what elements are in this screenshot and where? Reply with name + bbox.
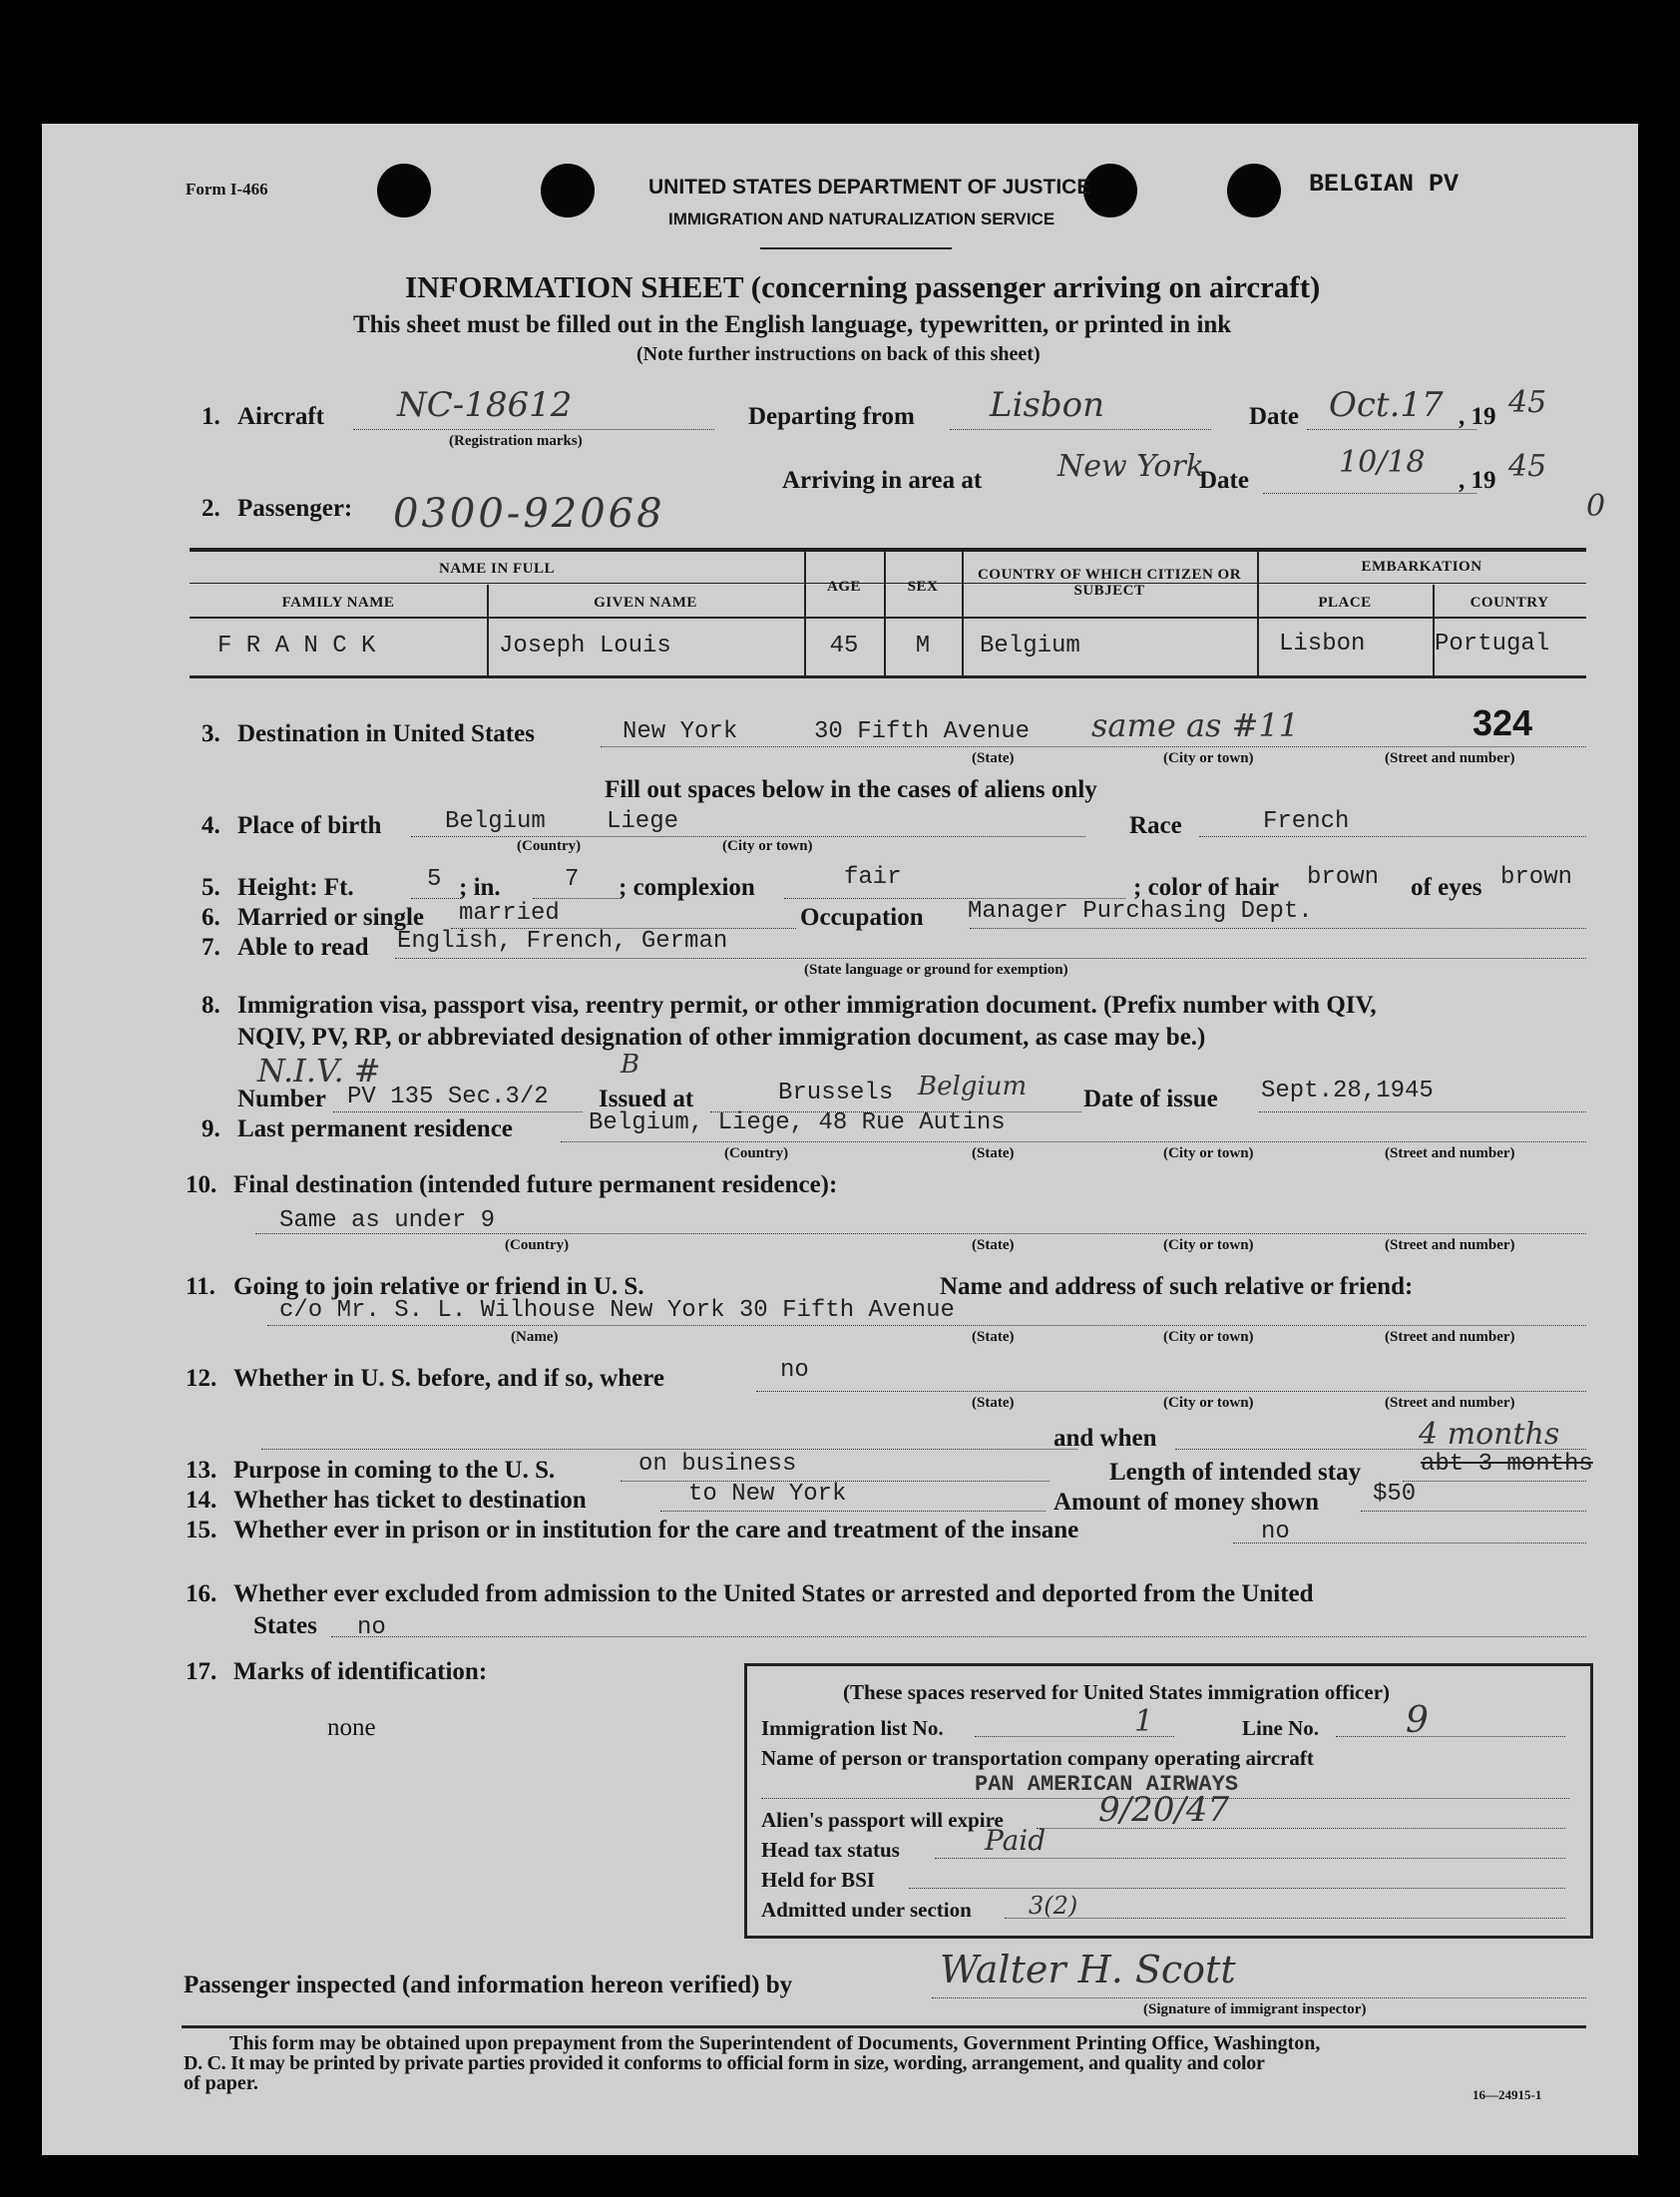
marital-value: married — [459, 900, 560, 927]
footer-rule — [182, 2025, 1586, 2028]
header-divider — [760, 247, 952, 249]
footer-line-2: D. C. It may be printed by private parties provided it conforms to official form in size, wording, arrangement, and quality and color — [184, 2052, 1265, 2074]
stay-label: Length of intended stay — [1109, 1459, 1362, 1486]
line-no-label: Line No. — [1242, 1716, 1320, 1740]
caption-state: (State) — [972, 1145, 1015, 1161]
money-value: $50 — [1373, 1481, 1417, 1508]
hair-value: brown — [1307, 864, 1380, 891]
previous-us-line — [756, 1391, 1586, 1392]
punch-hole — [377, 164, 431, 218]
height-feet: 5 — [427, 866, 442, 893]
issued-at-hand: Belgium — [918, 1072, 1028, 1101]
age-header: AGE — [826, 579, 861, 595]
departing-label: Departing from — [748, 403, 915, 430]
bsi-line — [909, 1888, 1565, 1889]
feet-line — [411, 898, 461, 899]
caption-street: (Street and number) — [1385, 1395, 1515, 1411]
date-line — [1307, 429, 1476, 430]
visa-number-label: Number — [237, 1086, 326, 1112]
tax-label: Head tax status — [761, 1838, 900, 1862]
destination-annotation: same as #11 — [1091, 706, 1300, 744]
race-value: French — [1263, 808, 1350, 835]
item-number: 16. — [186, 1580, 217, 1607]
sheet-title: INFORMATION SHEET (concerning passenger arriving on aircraft) — [405, 269, 1321, 304]
line-no-value: 9 — [1406, 1700, 1429, 1741]
caption-street: (Street and number) — [1385, 1329, 1515, 1345]
year-prefix: , 19 — [1459, 403, 1496, 430]
tax-line — [935, 1858, 1565, 1859]
read-label: Able to read — [237, 934, 369, 961]
stay-hand: 4 months — [1419, 1417, 1560, 1452]
passport-label: Alien's passport will expire — [761, 1808, 1004, 1832]
purpose-label: Purpose in coming to the U. S. — [233, 1457, 556, 1484]
item-number: 1. — [202, 403, 220, 430]
item-number: 14. — [186, 1487, 217, 1514]
caption-street: (Street and number) — [1385, 1237, 1515, 1253]
item-number: 4. — [202, 812, 220, 839]
date-label: Date — [1249, 403, 1299, 430]
embark-country-header: COUNTRY — [1470, 595, 1549, 611]
caption-city: (City or town) — [1163, 1395, 1254, 1411]
read-line — [395, 958, 1586, 959]
given-name-value: Joseph Louis — [499, 633, 671, 659]
join-name-label: Name and address of such relative or friend: — [940, 1273, 1414, 1300]
issued-at-value: Brussels — [778, 1080, 894, 1106]
inches-label: ; in. — [459, 874, 501, 901]
money-label: Amount of money shown — [1053, 1489, 1320, 1516]
birth-city: Liege — [607, 808, 679, 835]
join-label: Going to join relative or friend in U. S. — [233, 1273, 644, 1300]
company-label: Name of person or transportation company operating aircraft — [761, 1746, 1314, 1770]
arriving-value: New York — [1057, 449, 1204, 484]
caption-country: (Country) — [505, 1237, 570, 1253]
caption-city: (City or town) — [1163, 1237, 1254, 1253]
stay-line — [1403, 1481, 1586, 1482]
item-number: 13. — [186, 1457, 217, 1484]
embark-country-value: Portugal — [1435, 631, 1550, 658]
visa-number-line — [333, 1111, 583, 1112]
stay-value: abt 3 months — [1421, 1451, 1593, 1478]
destination-state: New York — [623, 718, 738, 745]
passport-value: 9/20/47 — [1098, 1790, 1230, 1830]
hair-label: ; color of hair — [1133, 874, 1280, 901]
aircraft-caption: (Registration marks) — [449, 433, 583, 449]
aircraft-line — [353, 429, 714, 430]
aliens-heading: Fill out spaces below in the cases of aliens only — [605, 776, 1097, 803]
birth-country: Belgium — [445, 808, 546, 835]
inches-line — [533, 898, 619, 899]
residence-line — [561, 1141, 1586, 1142]
year-value: 45 — [1508, 385, 1547, 420]
passenger-value: 0300-92068 — [393, 491, 665, 537]
purpose-value: on business — [638, 1451, 797, 1478]
visa-hand-prefix: N.I.V. # — [257, 1052, 381, 1090]
excluded-value: no — [357, 1614, 386, 1641]
place-header: PLACE — [1318, 595, 1372, 611]
caption-city: (City or town) — [1163, 1329, 1254, 1345]
prison-value: no — [1261, 1519, 1290, 1545]
year2-prefix: , 19 — [1459, 467, 1496, 494]
caption-country: (Country) — [724, 1145, 789, 1161]
height-label: Height: Ft. — [237, 874, 354, 901]
family-name-header: FAMILY NAME — [281, 595, 395, 611]
sex-value: M — [915, 633, 931, 659]
item-number: 11. — [186, 1273, 215, 1300]
marital-label: Married or single — [237, 904, 424, 931]
instruction: This sheet must be filled out in the English language, typewritten, or printed in ink — [353, 311, 1232, 338]
residence-label: Last permanent residence — [237, 1115, 513, 1142]
destination-city: 30 Fifth Avenue — [814, 718, 1031, 745]
age-value: 45 — [829, 633, 859, 659]
residence-value: Belgium, Liege, 48 Rue Autins — [589, 1109, 1006, 1136]
line-no-line — [1336, 1736, 1565, 1737]
height-inches: 7 — [565, 866, 580, 893]
punch-hole — [1083, 164, 1137, 218]
caption-street: (Street and number) — [1385, 750, 1515, 766]
ticket-value: to New York — [688, 1481, 847, 1508]
company-value: PAN AMERICAN AIRWAYS — [975, 1772, 1239, 1797]
list-no-label: Immigration list No. — [761, 1716, 944, 1740]
issue-date-value: Sept.28,1945 — [1261, 1078, 1434, 1104]
ticket-label: Whether has ticket to destination — [233, 1487, 587, 1514]
caption-country: (Country) — [517, 838, 582, 854]
inspected-label: Passenger inspected (and information hereon verified) by — [184, 1972, 793, 1998]
aircraft-label: Aircraft — [237, 403, 324, 430]
table-header-rule — [190, 617, 1586, 619]
final-destination-label: Final destination (intended future permanent residence): — [233, 1171, 838, 1198]
embarkation-header: EMBARKATION — [1361, 559, 1482, 575]
departing-value: Lisbon — [990, 385, 1105, 425]
name-in-full-header: NAME IN FULL — [438, 561, 555, 577]
identification-value: none — [327, 1714, 376, 1741]
race-line — [1199, 836, 1586, 837]
prison-label: Whether ever in prison or in institution for the care and treatment of the insane — [233, 1517, 1079, 1543]
given-name-header: GIVEN NAME — [594, 595, 697, 611]
item-number: 5. — [202, 874, 220, 901]
item-number: 15. — [186, 1517, 217, 1543]
identification-label: Marks of identification: — [233, 1658, 488, 1685]
visa-number-value: PV 135 Sec.3/2 — [347, 1084, 549, 1110]
belgian-pv-stamp: BELGIAN PV — [1309, 170, 1460, 199]
officer-heading: (These spaces reserved for United States immigration officer) — [843, 1680, 1391, 1704]
margin-mark: 0 — [1586, 489, 1606, 524]
item-number: 6. — [202, 904, 220, 931]
issued-at-label: Issued at — [599, 1086, 694, 1112]
eyes-label: of eyes — [1411, 874, 1482, 901]
excluded-line — [331, 1636, 1586, 1637]
footer-line-1: This form may be obtained upon prepayment from the Superintendent of Documents, Government Printing Office, Washington, — [229, 2032, 1321, 2054]
signature-caption: (Signature of immigrant inspector) — [1143, 2001, 1367, 2017]
eyes-value: brown — [1500, 864, 1573, 891]
departing-line — [950, 429, 1211, 430]
ticket-line — [660, 1511, 1046, 1512]
item-number: 2. — [202, 495, 220, 522]
year2-value: 45 — [1508, 449, 1547, 484]
embark-place-value: Lisbon — [1279, 631, 1366, 658]
list-no-value: 1 — [1134, 1704, 1154, 1739]
bsi-label: Held for BSI — [761, 1868, 875, 1892]
when-label: and when — [1053, 1425, 1157, 1452]
item-number: 7. — [202, 934, 220, 961]
birthplace-label: Place of birth — [237, 812, 382, 839]
item-number: 17. — [186, 1658, 217, 1685]
caption-city: (City or town) — [1163, 750, 1254, 766]
aircraft-value: NC-18612 — [397, 385, 573, 425]
item-number: 10. — [186, 1171, 217, 1198]
caption-street: (Street and number) — [1385, 1145, 1515, 1161]
previous-us-line-2 — [261, 1449, 1077, 1450]
date2-label: Date — [1199, 467, 1249, 494]
item-number: 8. — [202, 992, 220, 1019]
officer-box — [744, 1663, 1593, 1939]
punch-hole — [541, 164, 595, 218]
signature-line — [932, 1997, 1586, 1998]
excluded-text: Whether ever excluded from admission to the United States or arrested and deported from the United — [233, 1580, 1314, 1607]
birthplace-line — [411, 836, 1085, 837]
caption-state: (State) — [972, 1395, 1015, 1411]
destination-line — [601, 746, 1586, 747]
date2-value: 10/18 — [1339, 445, 1426, 480]
previous-us-label: Whether in U. S. before, and if so, where — [233, 1365, 664, 1392]
tax-value: Paid — [985, 1824, 1047, 1857]
destination-number: 324 — [1472, 702, 1533, 743]
arriving-label: Arriving in area at — [782, 467, 983, 494]
caption-state: (State) — [972, 1329, 1015, 1345]
item-number: 9. — [202, 1115, 220, 1142]
issue-date-label: Date of issue — [1083, 1086, 1218, 1112]
visa-text-1: Immigration visa, passport visa, reentry permit, or other immigration document. (Prefix number with QIV, — [237, 992, 1377, 1019]
table-bottom-rule — [190, 675, 1586, 678]
caption-city: (City or town) — [1163, 1145, 1254, 1161]
table-top-rule — [190, 548, 1586, 552]
section-label: Admitted under section — [761, 1898, 972, 1922]
note: (Note further instructions on back of this sheet) — [636, 343, 1041, 365]
caption-city: (City or town) — [722, 838, 813, 854]
form-sheet — [42, 124, 1638, 2155]
visa-text-2: NQIV, PV, RP, or abbreviated designation of other immigration document, as case may be.) — [237, 1024, 1206, 1051]
issue-date-line — [1259, 1111, 1586, 1112]
section-line — [1005, 1918, 1565, 1919]
country-value: Belgium — [980, 633, 1080, 659]
money-line — [1361, 1511, 1586, 1512]
item-number: 3. — [202, 720, 220, 747]
section-value: 3(2) — [1029, 1892, 1078, 1920]
race-label: Race — [1129, 812, 1182, 839]
item-number: 12. — [186, 1365, 217, 1392]
previous-us-value: no — [780, 1357, 809, 1384]
occupation-value: Manager Purchasing Dept. — [968, 898, 1313, 925]
inspector-signature: Walter H. Scott — [940, 1948, 1236, 1991]
col-divider — [962, 551, 964, 676]
family-name-value: F R A N C K — [217, 633, 376, 659]
service-name: IMMIGRATION AND NATURALIZATION SERVICE — [668, 210, 1055, 228]
passenger-label: Passenger: — [237, 495, 353, 522]
excluded-text-2: States — [253, 1612, 317, 1639]
caption-state: (State) — [972, 1237, 1015, 1253]
complexion-value: fair — [844, 864, 902, 891]
caption-state: (State) — [972, 750, 1015, 766]
read-caption: (State language or ground for exemption) — [804, 962, 1068, 978]
country-header: COUNTRY OF WHICH CITIZEN OR SUBJECT — [977, 567, 1242, 599]
form-code: 16—24915-1 — [1472, 2087, 1542, 2102]
final-destination-value: Same as under 9 — [279, 1207, 496, 1234]
caption-name: (Name) — [511, 1329, 559, 1345]
destination-label: Destination in United States — [237, 720, 535, 747]
occupation-line — [970, 928, 1586, 929]
department-name: UNITED STATES DEPARTMENT OF JUSTICE — [648, 176, 1091, 199]
date2-line — [1263, 493, 1476, 494]
read-value: English, French, German — [397, 928, 728, 955]
occupation-label: Occupation — [800, 904, 924, 931]
join-line — [267, 1325, 1586, 1326]
form-number: Form I-466 — [186, 180, 268, 199]
join-value: c/o Mr. S. L. Wilhouse New York 30 Fifth Avenue — [279, 1297, 955, 1324]
visa-hand-b: B — [621, 1050, 640, 1080]
sex-header: SEX — [907, 579, 939, 595]
date-value: Oct.17 — [1329, 385, 1444, 425]
punch-hole — [1227, 164, 1281, 218]
footer-line-3: of paper. — [184, 2072, 258, 2094]
complexion-label: ; complexion — [619, 874, 755, 901]
